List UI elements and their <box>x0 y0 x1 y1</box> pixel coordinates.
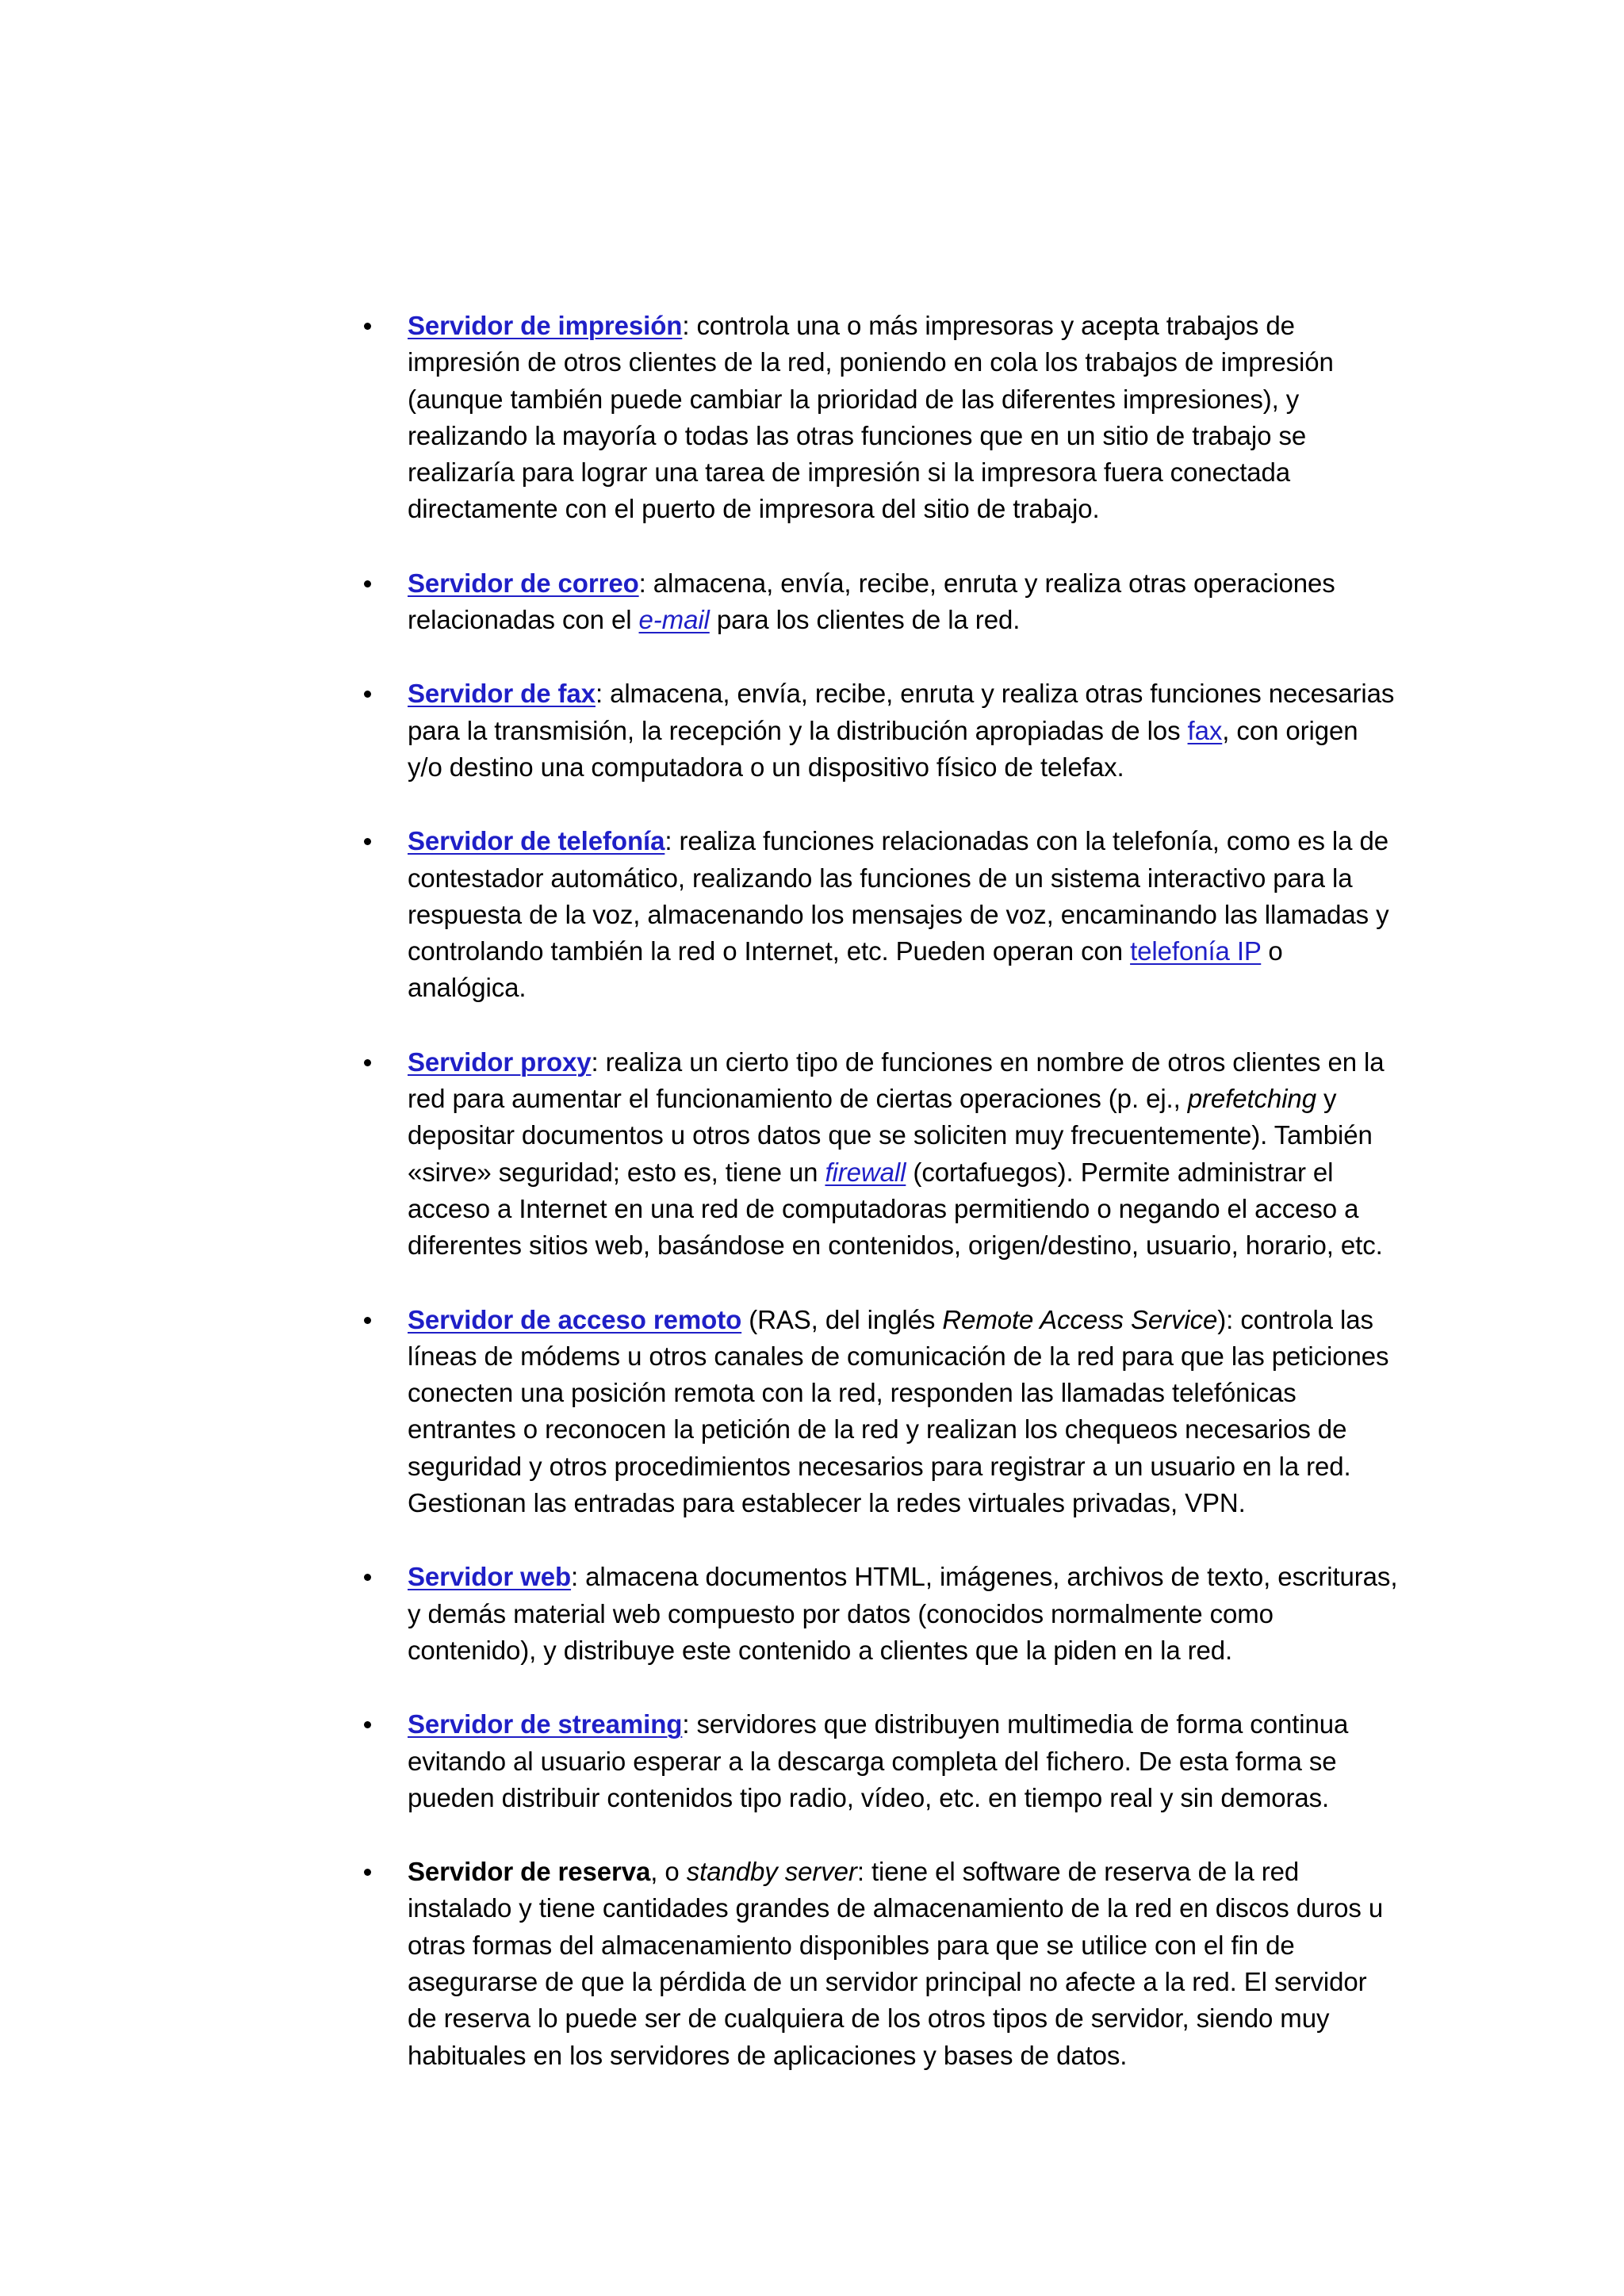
ip-telephony-link[interactable]: telefonía IP <box>1130 936 1262 966</box>
bullet-icon <box>364 691 371 698</box>
fax-server-description: : almacena, envía, recibe, enruta y realiza otras funciones necesarias para la transmisión, la recepción y la distribución apropiadas de los <box>408 679 1395 745</box>
standby-server-english-term: standby server <box>686 1857 857 1887</box>
streaming-server-description: : servidores que distribuyen multimedia de forma continua evitando al usuario esperar a la descarga completa del fichero. De esta forma se pueden distribuir contenidos tipo radio, vídeo, etc. en tiempo real y sin demoras. <box>408 1709 1349 1812</box>
bullet-icon <box>364 323 371 330</box>
fax-link[interactable]: fax <box>1187 715 1223 745</box>
bullet-icon <box>364 1317 371 1324</box>
bullet-icon <box>364 1869 371 1876</box>
proxy-server-description: : realiza un cierto tipo de funciones en nombre de otros clientes en la red para aumentar el funcionamiento de ciertas operaciones (p. ej., <box>408 1047 1385 1114</box>
proxy-server-description-middle: y depositar documentos u otros datos que se soliciten muy frecuentemente). También «sirve» seguridad; esto es, tiene un <box>408 1084 1373 1187</box>
list-item-fax-server <box>408 675 1399 786</box>
fax-server-description-end: , con origen y/o destino una computadora o un dispositivo físico de telefax. <box>408 715 1358 782</box>
bullet-icon <box>364 1574 371 1581</box>
telephony-server-description: : realiza funciones relacionadas con la telefonía, como es la de contestador automático, realizando las funciones de un sistema interactivo para la respuesta de la voz, almacenando los mensajes de voz, encaminando las llamadas y controlando también la red o Internet, etc. Pueden operan con <box>408 826 1389 966</box>
standby-server-description: , o <box>650 1857 687 1887</box>
standby-server-term: Servidor de reserva <box>408 1857 651 1887</box>
mail-server-description-end: para los clientes de la red. <box>709 605 1021 635</box>
list-item-web-server <box>408 1559 1399 1669</box>
web-server-link[interactable]: Servidor web <box>408 1562 572 1592</box>
mail-server-link[interactable]: Servidor de correo <box>408 568 639 598</box>
bullet-icon <box>364 580 371 587</box>
print-server-description: : controla una o más impresoras y acepta trabajos de impresión de otros clientes de la red, poniendo en cola los trabajos de impresión (aunque también puede cambiar la prioridad de las diferentes impresiones), y realizando la mayoría o todas las otras funciones que en un sitio de trabajo se realizaría para lograr una tarea de impresión si la impresora fuera conectada directamente con el puerto de impresora del sitio de trabajo. <box>408 311 1334 524</box>
standby-server-description-end: : tiene el software de reserva de la red instalado y tiene cantidades grandes de almacenamiento de la red en discos duros u otras formas del almacenamiento disponibles para que se utilice con el fin de asegurarse de que la pérdida de un servidor principal no afecte a la red. El servidor de reserva lo puede ser de cualquiera de los otros tipos de servidor, siendo muy habituales en los servidores de aplicaciones y bases de datos. <box>408 1857 1384 2070</box>
bullet-icon <box>364 838 371 845</box>
bullet-icon <box>364 1721 371 1728</box>
list-item-proxy-server <box>408 1044 1399 1265</box>
mail-server-description: : almacena, envía, recibe, enruta y realiza otras operaciones relacionadas con el <box>408 568 1335 635</box>
proxy-server-link[interactable]: Servidor proxy <box>408 1047 592 1077</box>
server-types-list <box>408 308 1399 2074</box>
list-item-mail-server <box>408 565 1399 639</box>
fax-server-link[interactable]: Servidor de fax <box>408 679 596 709</box>
remote-access-service-term: Remote Access Service <box>942 1304 1218 1334</box>
proxy-server-description-end: (cortafuegos). Permite administrar el acceso a Internet en una red de computadoras permitiendo o negando el acceso a diferentes sitios web, basándose en contenidos, origen/destino, usuario, horario, etc. <box>408 1157 1383 1261</box>
telephony-server-link[interactable]: Servidor de telefonía <box>408 826 665 856</box>
web-server-description: : almacena documentos HTML, imágenes, archivos de texto, escrituras, y demás material web compuesto por datos (conocidos normalmente como contenido), y distribuye este contenido a clientes que la piden en la red. <box>408 1562 1398 1665</box>
telephony-server-description-end: o analógica. <box>408 936 1283 1003</box>
bullet-icon <box>364 1059 371 1066</box>
streaming-server-link[interactable]: Servidor de streaming <box>408 1709 683 1739</box>
list-item-print-server <box>408 308 1399 528</box>
firewall-link[interactable]: firewall <box>825 1157 906 1187</box>
print-server-link[interactable]: Servidor de impresión <box>408 311 683 340</box>
remote-access-server-description: (RAS, del inglés <box>741 1304 943 1334</box>
prefetching-term: prefetching <box>1187 1084 1316 1114</box>
document-content <box>408 308 1399 2111</box>
remote-access-server-description-end: ): controla las líneas de módems u otros canales de comunicación de la red para que las peticiones conecten una posición remota con la red, responden las llamadas telefónicas entrantes o reconocen la petición de la red y realizan los chequeos necesarios de seguridad y otros procedimientos necesarios para registrar a un usuario en la red. Gestionan las entradas para establecer la redes virtuales privadas, VPN. <box>408 1304 1389 1518</box>
remote-access-server-link[interactable]: Servidor de acceso remoto <box>408 1304 742 1334</box>
list-item-standby-server <box>408 1854 1399 2074</box>
email-link[interactable]: e-mail <box>638 605 710 635</box>
list-item-remote-access-server <box>408 1302 1399 1522</box>
list-item-streaming-server <box>408 1706 1399 1816</box>
list-item-telephony-server <box>408 823 1399 1006</box>
